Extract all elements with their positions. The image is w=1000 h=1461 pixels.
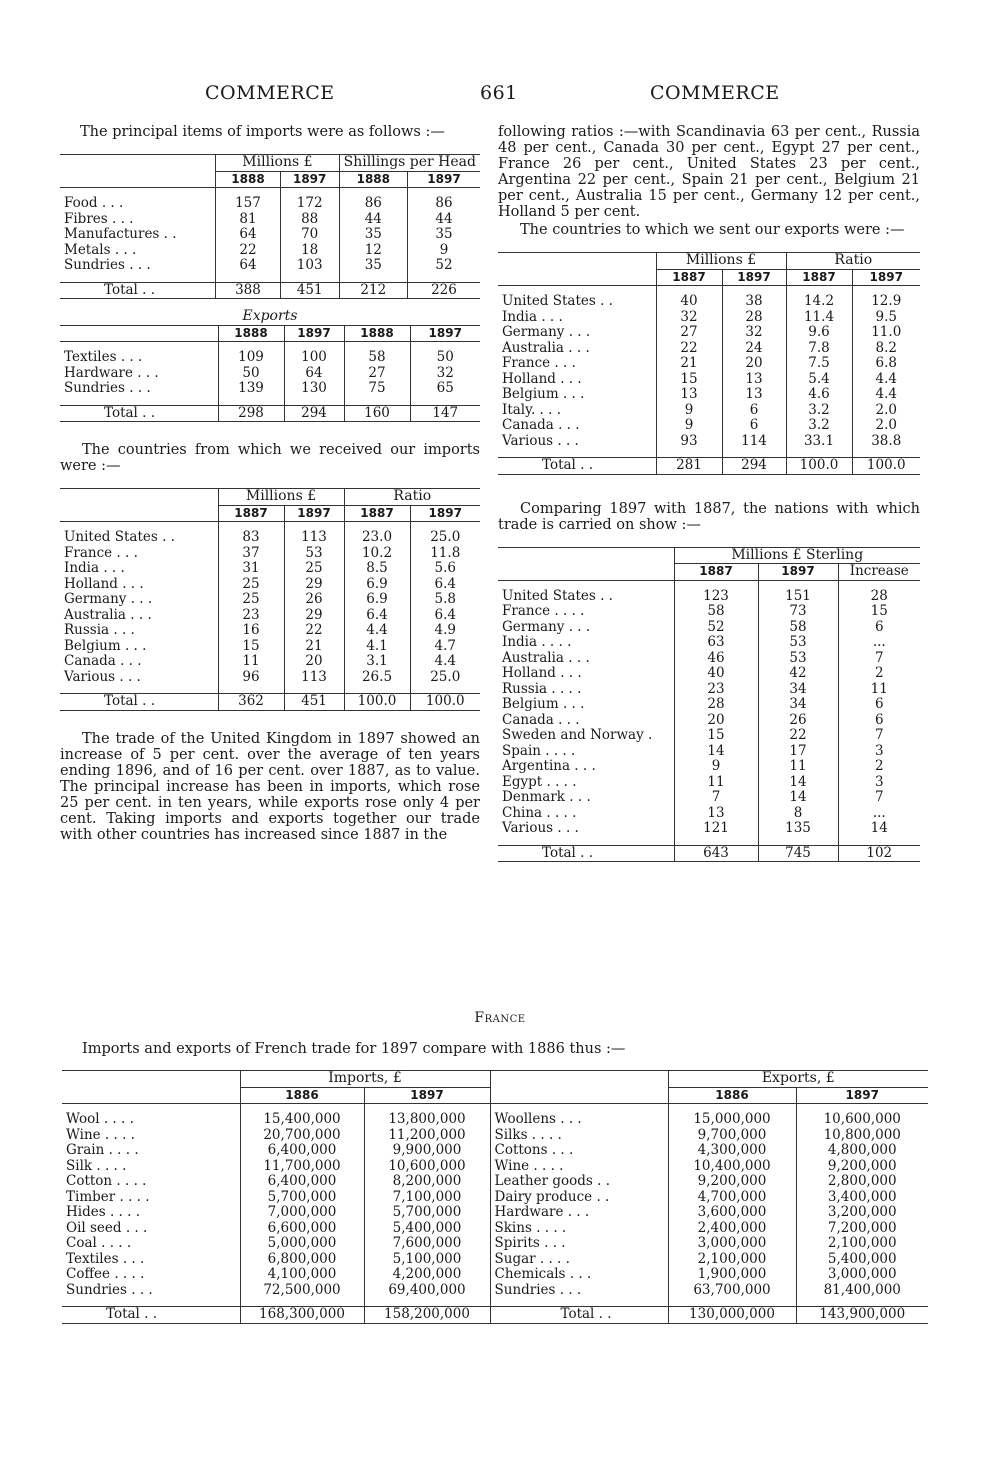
table-row: Russia . . . . 23 34 11 <box>498 682 920 698</box>
table-row: United States . . 123 151 28 <box>498 589 920 605</box>
table-row: Germany . . . 27 32 9.6 11.0 <box>498 325 920 341</box>
table-row: Sundries . . . 72,500,000 69,400,000 Sundries . . . 63,700,000 81,400,000 <box>62 1283 928 1299</box>
imports-group-shillings: Shillings per Head <box>339 155 480 172</box>
table-row: Italy. . . . 9 6 3.2 2.0 <box>498 403 920 419</box>
table-row: Germany . . . 52 58 6 <box>498 620 920 636</box>
table-row: Wine . . . . 20,700,000 11,200,000 Silks . . . . 9,700,000 10,800,000 <box>62 1128 928 1144</box>
table-row: Manufactures . . 64 70 35 35 <box>60 227 480 243</box>
total-row: Total . . 388 451 212 226 <box>60 282 480 299</box>
table-row: Food . . . 157 172 86 86 <box>60 196 480 212</box>
table-row: France . . . 37 53 10.2 11.8 <box>60 546 480 562</box>
running-header <box>60 82 940 112</box>
table-row: Belgium . . . 13 13 4.6 4.4 <box>498 387 920 403</box>
table-row: Holland . . . 15 13 5.4 4.4 <box>498 372 920 388</box>
table-row: Grain . . . . 6,400,000 9,900,000 Cottons . . . 4,300,000 4,800,000 <box>62 1143 928 1159</box>
table-row: Australia . . . 46 53 7 <box>498 651 920 667</box>
table-row: France . . . . 58 73 15 <box>498 604 920 620</box>
table-row: Coal . . . . 5,000,000 7,600,000 Spirits . . . 3,000,000 2,100,000 <box>62 1236 928 1252</box>
france-trade-table: Imports, £ Exports, £ 1886 1897 1886 1897 Wool . . . . 15,400,000 13,800,000 Woollens . . . 15,000,000 10,600,000 Wine . . . . 20,700,000 11,200,000 Silks . . . . 9,700,000 10,800,000 Grain . . . . 6,400,000 9,900,000 Cottons . . . 4,300,000 4,800,000 Silk . . . . 11,700,000 10,600,000 Wine . . . . 10,400,000 9,200,000 Cotton . . . . 6,400,000 8,200,000 Leather goods . . 9,200,000 2,800,000 Timber . . . . 5,700,000 7,100,000 Dairy produce . . 4,700,000 3,400,000 Hides . . . . 7,000,000 5,700,000 Hardware . . . 3,600,000 3,200,000 Oil seed . . . 6,600,000 5,400,000 Skins . . . . 2,400,000 7,200,000 Coal . . . . 5,000,000 7,600,000 Spirits . . . 3,000,000 2,100,000 Textiles . . . 6,800,000 5,100,000 Sugar . . . . 2,100,000 5,400,000 Coffee . . . . 4,100,000 4,200,000 Chemicals . . . 1,900,000 3,000,000 Sundries . . . 72,500,000 69,400,000 Sundries . . . 63,700,000 81,400,000 Total . . 168,300,000 158,200,000 Total . . 130,000,000 143,900,000 <box>62 1070 928 1324</box>
header-left-title: COMMERCE <box>205 82 335 104</box>
ratios-paragraph: following ratios :—with Scandinavia 63 per cent., Russia 48 per cent., Canada 30 per cent., Egypt 27 per cent., France 26 per cent., United States 23 per cent., Argentina 22 per cent., Spain 21 per cent., Belgium 21 per cent., Australia 15 per cent., Germany 12 per cent., Holland 5 per cent. <box>498 124 920 220</box>
table-row: Sundries . . . 139 130 75 65 <box>60 381 480 397</box>
table-row: Various . . . 121 135 14 <box>498 821 920 837</box>
table-row: Various . . . 93 114 33.1 38.8 <box>498 434 920 450</box>
table-row: France . . . 21 20 7.5 6.8 <box>498 356 920 372</box>
table-row: Belgium . . . 15 21 4.1 4.7 <box>60 639 480 655</box>
total-row: Total . . 281 294 100.0 100.0 <box>498 458 920 475</box>
table-row: Cotton . . . . 6,400,000 8,200,000 Leather goods . . 9,200,000 2,800,000 <box>62 1174 928 1190</box>
table-row: Australia . . . 22 24 7.8 8.2 <box>498 341 920 357</box>
table-row: Textiles . . . 6,800,000 5,100,000 Sugar . . . . 2,100,000 5,400,000 <box>62 1252 928 1268</box>
table-row: Russia . . . 16 22 4.4 4.9 <box>60 623 480 639</box>
table-row: China . . . . 13 8 ... <box>498 806 920 822</box>
table-row: Metals . . . 22 18 12 9 <box>60 243 480 259</box>
exports-intro: The countries to which we sent our exports were :— <box>520 222 905 238</box>
imports-year: 1897 <box>280 171 339 188</box>
table-row: Coffee . . . . 4,100,000 4,200,000 Chemicals . . . 1,900,000 3,000,000 <box>62 1267 928 1283</box>
table-row: Silk . . . . 11,700,000 10,600,000 Wine . . . . 10,400,000 9,200,000 <box>62 1159 928 1175</box>
table-row: Argentina . . . 9 11 2 <box>498 759 920 775</box>
table-row: Wool . . . . 15,400,000 13,800,000 Woollens . . . 15,000,000 10,600,000 <box>62 1112 928 1128</box>
table-row: Canada . . . 20 26 6 <box>498 713 920 729</box>
table-row: Australia . . . 23 29 6.4 6.4 <box>60 608 480 624</box>
total-row: Total . . 298 294 160 147 <box>60 405 480 422</box>
trade-paragraph: The trade of the United Kingdom in 1897 showed an increase of 5 per cent. over the average of ten years ending 1896, and of 16 per cent. over 1887, as to value. The principal increase has been in imports, which rose 25 per cent. in ten years, while exports rose only 4 per cent. Taking imports and exports together our trade with other countries has increased since 1887 in the <box>60 730 480 843</box>
table-row: United States . . 83 113 23.0 25.0 <box>60 530 480 546</box>
france-intro: Imports and exports of French trade for 1897 compare with 1886 thus :— <box>82 1041 626 1057</box>
imports-year: 1897 <box>407 171 480 188</box>
france-exports-group: Exports, £ <box>668 1071 928 1088</box>
countries-intro: The countries from which we received our imports were :— <box>60 442 480 474</box>
table-row: Textiles . . . 109 100 58 50 <box>60 350 480 366</box>
france-section-title: France <box>474 1010 526 1026</box>
imports-year: 1888 <box>339 171 407 188</box>
table-row: Denmark . . . 7 14 7 <box>498 790 920 806</box>
table-row: India . . . . 63 53 ... <box>498 635 920 651</box>
total-row: Total . . 643 745 102 <box>498 845 920 862</box>
import-countries-table: Millions £ Ratio 1887 1897 1887 1897 United States . . 83 113 23.0 25.0 France . . . 37 53 10.2 11.8 India . . . 31 25 8.5 5.6 Holland . . . 25 29 6.9 6.4 Germany . . . 25 26 6.9 5.8 Australia . . . 23 29 6.4 6.4 Russia . . . 16 22 4.4 4.9 Belgium . . . 15 21 4.1 4.7 Canada . . . 11 20 3.1 4.4 Various . . . 96 113 26.5 25.0 Total . . 362 451 100.0 100.0 <box>60 488 480 711</box>
table-row: Oil seed . . . 6,600,000 5,400,000 Skins . . . . 2,400,000 7,200,000 <box>62 1221 928 1237</box>
table-row: Holland . . . 25 29 6.9 6.4 <box>60 577 480 593</box>
table-row: Hides . . . . 7,000,000 5,700,000 Hardware . . . 3,600,000 3,200,000 <box>62 1205 928 1221</box>
imports-year: 1888 <box>216 171 281 188</box>
table-row: Various . . . 96 113 26.5 25.0 <box>60 670 480 686</box>
total-row: Total . . 168,300,000 158,200,000 Total . . 130,000,000 143,900,000 <box>62 1307 928 1324</box>
comparing-table: Millions £ Sterling 1887 1897 Increase United States . . 123 151 28 France . . . . 58 73 15 Germany . . . 52 58 6 India . . . . 63 53 ... Australia . . . 46 53 7 Holland . . . 40 42 2 Russia . . . . 23 34 11 Belgium . . . 28 34 6 Canada . . . 20 26 6 Sweden and Norway . 15 22 7 Spain . . . . 14 17 3 Argentina . . . 9 11 2 Egypt . . . . 11 14 3 Denmark . . . 7 14 7 China . . . . 13 8 ... Various . . . 121 135 14 Total . . 643 745 102 <box>498 547 920 863</box>
total-row: Total . . 362 451 100.0 100.0 <box>60 694 480 711</box>
table-row: India . . . 31 25 8.5 5.6 <box>60 561 480 577</box>
table-row: Germany . . . 25 26 6.9 5.8 <box>60 592 480 608</box>
table-row: Sweden and Norway . 15 22 7 <box>498 728 920 744</box>
imports-group-millions: Millions £ <box>216 155 339 172</box>
table-row: India . . . 32 28 11.4 9.5 <box>498 310 920 326</box>
table-row: Canada . . . 11 20 3.1 4.4 <box>60 654 480 670</box>
export-countries-table: Millions £ Ratio 1887 1897 1887 1897 United States . . 40 38 14.2 12.9 India . . . 32 28 11.4 9.5 Germany . . . 27 32 9.6 11.0 Australia . . . 22 24 7.8 8.2 France . . . 21 20 7.5 6.8 Holland . . . 15 13 5.4 4.4 Belgium . . . 13 13 4.6 4.4 Italy. . . . 9 6 3.2 2.0 Canada . . . 9 6 3.2 2.0 Various . . . 93 114 33.1 38.8 Total . . 281 294 100.0 100.0 <box>498 252 920 475</box>
comparing-intro: Comparing 1897 with 1887, the nations with which trade is carried on show :— <box>498 500 920 533</box>
table-row: Belgium . . . 28 34 6 <box>498 697 920 713</box>
table-row: Canada . . . 9 6 3.2 2.0 <box>498 418 920 434</box>
table-row: Holland . . . 40 42 2 <box>498 666 920 682</box>
table-row: United States . . 40 38 14.2 12.9 <box>498 294 920 310</box>
france-imports-group: Imports, £ <box>240 1071 490 1088</box>
table-row: Hardware . . . 50 64 27 32 <box>60 366 480 382</box>
imports-table <box>60 154 480 299</box>
exports-table: Exports 1888 1897 1888 1897 Textiles . . . 109 100 58 50 Hardware . . . 50 64 27 32 Sundries . . . 139 130 75 65 Total . . 298 294 160 147 <box>60 309 480 422</box>
table-row: Sundries . . . 64 103 35 52 <box>60 258 480 274</box>
table-row: Spain . . . . 14 17 3 <box>498 744 920 760</box>
imports-intro: The principal items of imports were as follows :— <box>80 124 445 140</box>
left-column <box>60 124 480 843</box>
page-number: 661 <box>480 82 518 104</box>
right-column <box>498 124 920 862</box>
header-right-title: COMMERCE <box>650 82 780 104</box>
table-row: Timber . . . . 5,700,000 7,100,000 Dairy produce . . 4,700,000 3,400,000 <box>62 1190 928 1206</box>
table-row: Fibres . . . 81 88 44 44 <box>60 212 480 228</box>
table-row: Egypt . . . . 11 14 3 <box>498 775 920 791</box>
exports-title: Exports <box>242 308 298 324</box>
